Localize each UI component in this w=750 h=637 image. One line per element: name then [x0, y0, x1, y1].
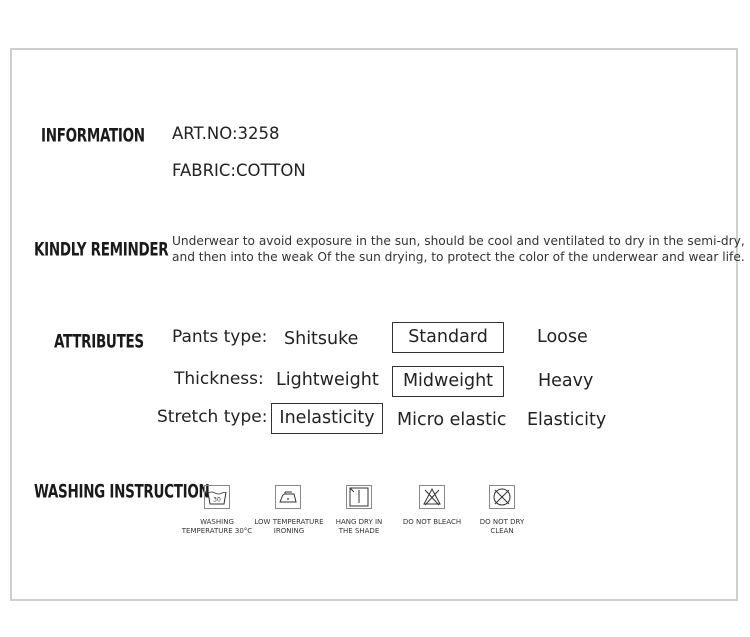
- wash-caption-line-2: TEMPERATURE 30°C: [181, 527, 253, 535]
- hang-dry-caption-line-1: HANG DRY IN: [335, 518, 383, 526]
- reminder-line-1: Underwear to avoid exposure in the sun, should be cool and ventilated to dry in the semi-dry,: [172, 234, 745, 248]
- stretch-type-option-elasticity: Elasticity: [527, 410, 607, 430]
- reminder-line-2: and then into the weak Of the sun drying, to protect the color of the underwear and wear life.: [172, 250, 745, 264]
- pants-type-option-standard-selected: Standard: [392, 322, 504, 353]
- attributes-heading: ATTRIBUTES: [54, 330, 144, 353]
- wash-caption-line-1: WASHING: [200, 518, 234, 526]
- wash-30-icon: [204, 485, 230, 509]
- reminder-text: [172, 233, 745, 265]
- stretch-type-option-inelasticity-selected: Inelasticity: [271, 403, 383, 434]
- reminder-heading: KINDLY REMINDER: [34, 238, 169, 261]
- no-dry-clean-icon: [489, 485, 515, 509]
- pants-type-label: Pants type:: [172, 327, 268, 347]
- thickness-label: Thickness:: [174, 369, 264, 389]
- no-bleach-icon: [419, 485, 445, 509]
- no-dry-clean-caption-line-1: DO NOT DRY: [479, 518, 525, 526]
- thickness-option-lightweight: Lightweight: [276, 370, 379, 390]
- no-dry-clean-caption: [457, 518, 547, 536]
- hang-dry-caption-line-2: THE SHADE: [338, 527, 380, 535]
- information-heading: INFORMATION: [41, 124, 145, 147]
- fabric: FABRIC:COTTON: [172, 161, 306, 180]
- no-bleach-caption-line-1: DO NOT BLEACH: [402, 518, 462, 526]
- stretch-type-label: Stretch type:: [157, 407, 268, 427]
- iron-low-icon: [275, 485, 301, 509]
- stretch-type-option-micro-elastic: Micro elastic: [397, 410, 507, 430]
- art-number: ART.NO:3258: [172, 124, 280, 143]
- washing-heading: WASHING INSTRUCTION: [34, 480, 210, 503]
- thickness-option-heavy: Heavy: [538, 371, 594, 391]
- iron-caption-line-1: LOW TEMPERATURE: [254, 518, 324, 526]
- wash-temperature-text: 30: [213, 496, 221, 504]
- iron-caption-line-2: IRONING: [273, 527, 305, 535]
- thickness-option-midweight-selected: Midweight: [392, 366, 504, 397]
- no-dry-clean-caption-line-2: CLEAN: [490, 527, 514, 535]
- pants-type-option-loose: Loose: [537, 327, 588, 347]
- hang-dry-shade-icon: [346, 485, 372, 509]
- pants-type-option-shitsuke: Shitsuke: [284, 329, 359, 349]
